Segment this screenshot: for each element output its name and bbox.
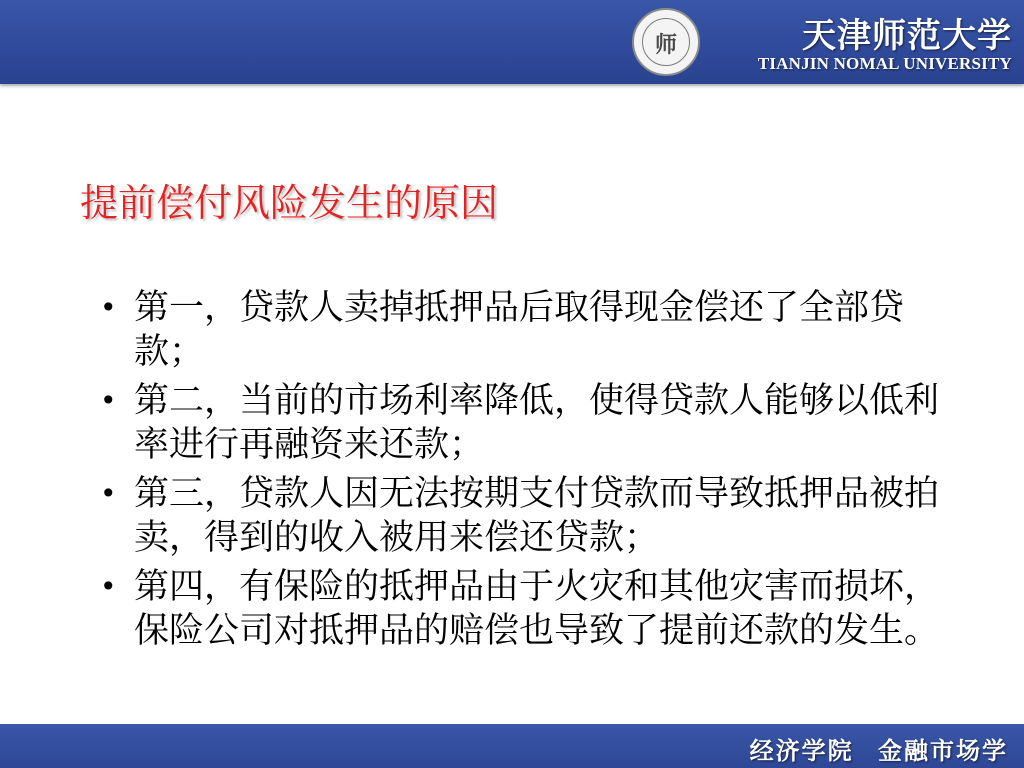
header-band (0, 0, 1024, 84)
university-seal-icon (632, 8, 700, 76)
bullet-icon: • (100, 477, 117, 510)
bullet-item (94, 472, 940, 560)
bullet-text: 第三，贷款人因无法按期支付贷款而导致抵押品被拍卖，得到的收入被用来偿还贷款； (134, 474, 940, 558)
bullet-icon: • (100, 570, 117, 603)
bullet-text: 第四，有保险的抵押品由于火灾和其他灾害而损坏，保险公司对抵押品的赔偿也导致了提前还款的发生。 (134, 567, 940, 651)
bullet-item (94, 286, 940, 374)
bullet-item (94, 565, 940, 653)
footer-label: 经济学院 金融市场学 (749, 737, 1008, 765)
bullet-text: 第二，当前的市场利率降低，使得贷款人能够以低利率进行再融资来还款； (134, 381, 940, 465)
bullet-text: 第一，贷款人卖掉抵押品后取得现金偿还了全部贷款； (134, 288, 905, 372)
bullet-list (94, 286, 940, 658)
slide-title: 提前偿付风险发生的原因 (80, 181, 499, 225)
university-name-en: TIANJIN NOMAL UNIVERSITY (757, 54, 1012, 73)
university-name-cn: 天津师范大学 (802, 16, 1012, 56)
bullet-icon: • (100, 384, 117, 417)
bullet-icon: • (100, 291, 117, 324)
bullet-item (94, 379, 940, 467)
seal-glyph: 师 (654, 32, 677, 58)
footer-band (0, 724, 1024, 768)
